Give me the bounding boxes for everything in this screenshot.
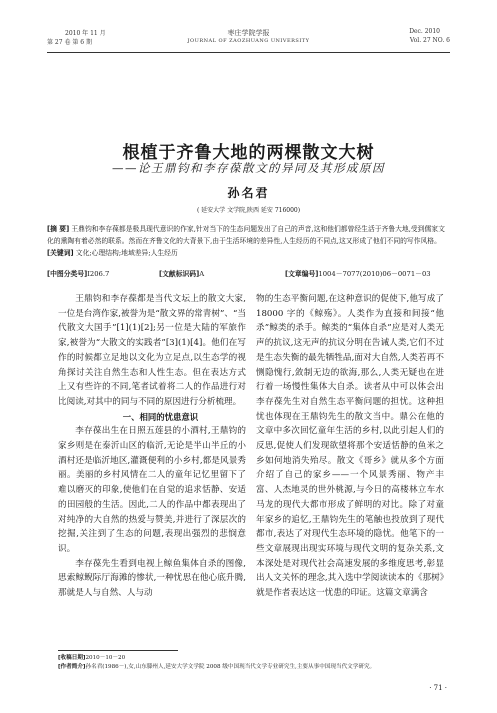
article-title: 根植于齐鲁大地的两棵散文大树 [122, 143, 375, 163]
author-affiliation: ( 延安大学 文学院,陕西 延安 716000) [196, 207, 301, 214]
footnote-rule [58, 650, 178, 651]
clc-label: [中图分类号] [47, 270, 88, 278]
abstract-label: [摘 要] [47, 225, 70, 233]
header-volume-en: Vol. 27 NO. 6 [409, 37, 450, 44]
abstract [47, 224, 450, 247]
keywords-text: 文化;心理结构;地域差异;人生经历 [75, 249, 178, 257]
author-bio: 孙名君(1986－),女,山东滕州人,延安大学文学院 2008 级中国现当代文学专业研究生,主要从事中国现当代文学研究。 [85, 664, 376, 670]
article-number [285, 268, 431, 278]
paragraph: 王鼎钧和李存葆都是当代文坛上的散文大家,一位是台湾作家,被誉为是“散文界的常青树”、“当代散文大国手”[1](1)[2];另一位是大陆的军旅作家,被誉为“大散文的实践者”[3](1)[4]。他们在写作的时候都立足地以文化为立足点,以生态学的视角探讨关注自然生态和人性生态。但在表达方式上又有些许的不同,笔者试着将二人的作品进行对比阅读,对其中的同与不同的原因进行分析梳理。 [58, 294, 246, 407]
header-date: 2010 年 11 月 [65, 30, 106, 37]
body-column-left [58, 292, 246, 601]
article-subtitle: ——论王鼎钧和李存葆散文的异同及其形成原因 [112, 161, 385, 175]
header-volume: 第 27 卷 第 6 期 [47, 39, 92, 46]
abstract-text: 王鼎钧和李存葆都是极具现代意识的作家,针对当下的生态问题发出了自己的声音,这和他们都曾经生活于齐鲁大地,受到儒家文化的熏陶有着必然的联系。然而在齐鲁文化的大背景下,由于生活环境的差异性,人生经历的不同点,这又形成了他们不同的写作风格。 [47, 225, 445, 245]
header-month-en: Dec. 2010 [409, 28, 440, 35]
paragraph: 李存葆先生看到电视上鲸鱼集体自杀的图像,思索鲸鲵际厅海滩的惨状,一种忧思在他心底升腾,那就是人与自然、人与动 [58, 558, 246, 599]
abstract-block [47, 224, 450, 260]
footnote-author [58, 663, 447, 672]
paragraph: 物的生态平衡问题,在这种意识的促使下,他写成了 18000 字的《鲸殇》。人类作为直接和间接“他杀”鲸类的杀手。鲸类的“集体自杀”应是对人类无声的抗议,这无声的抗议分明在告诫人类,它们不过是生态失衡的最先牺牲品,面对大自然,人类若再不恻隐愧行,敛制无边的欲海,那么,人类无疑也在进行着一场慢性集体大自杀。读者从中可以体会出李存葆先生对自然生态平衡问题的担忧。这种担忧也体现在王鼎钧先生的散文当中。鼎公在他的文章中多次回忆童年生活的乡村,以此引起人们的反思,促使人们发现欲望将那个安适恬静的鱼米之乡如何地消失殆尽。散文《哥乡》就从多个方面介绍了自己的家乡——一个风景秀丽、物产丰富、人杰地灵的世外桃源,与今日的高楼林立车水马龙的现代大都市形成了鲜明的对比。除了对童年家乡的追忆,王鼎钧先生的笔触也投放到了现代都市,表达了对现代生态环境的隐忧。他笔下的一些文章展现出现实环境与现代文明的复杂关系,文本深处是对现代社会高速发展的多维度思考,彰显出人文关怀的理念,其入选中学阅读读本的《那树》就是作者表达这一忧患的印证。这篇文章满含 [256, 294, 444, 599]
received-label: [收稿日期] [58, 655, 86, 661]
header-journal-en: JOURNAL OF ZAOZHUANG UNIVERSITY [187, 38, 310, 44]
doc-label: [文献标识码] [159, 270, 200, 278]
author-name: 孙名君 [227, 186, 270, 200]
keywords [47, 248, 450, 260]
header-rule [47, 52, 450, 53]
page-number: · 71 · [429, 684, 447, 692]
header-journal-cn: 枣庄学院学报 [227, 29, 270, 37]
running-header [47, 28, 450, 50]
doc-value: A [199, 270, 205, 278]
doc-code [159, 268, 204, 278]
paragraph: 李存葆出生在日照五莲县的小酒村,王鼎钧的家乡则是在泰沂山区的临沂,无论是半山半丘的小酒村还是临沂地区,灌溉便利的小乡村,都是风景秀丽。美丽的乡村风情在二人的童年记忆里留下了难以磨灭的印象,使他们在自觉的追求恬静、安适的田园般的生活。因此,二人的作品中都表现出了对纯净的大自然的热爱与赞美,并进行了深层次的挖掘,关注到了生态的问题,表现出强烈的悲悯意识。 [58, 426, 246, 554]
section-heading: 一、相同的忧患意识 [122, 411, 199, 422]
author-bio-label: [作者简介] [58, 664, 86, 670]
art-value: 1004－7077(2010)06－0071－03 [318, 270, 431, 278]
classification-line [47, 268, 450, 280]
art-label: [文章编号] [285, 270, 319, 278]
clc-value: I206.7 [87, 270, 110, 278]
received-date: 2010－10－20 [85, 655, 126, 661]
keywords-label: [关键词] [47, 249, 74, 257]
clc-number [47, 268, 109, 278]
body-column-right [256, 292, 444, 601]
footnote-received [58, 654, 447, 663]
footnote [58, 654, 447, 672]
